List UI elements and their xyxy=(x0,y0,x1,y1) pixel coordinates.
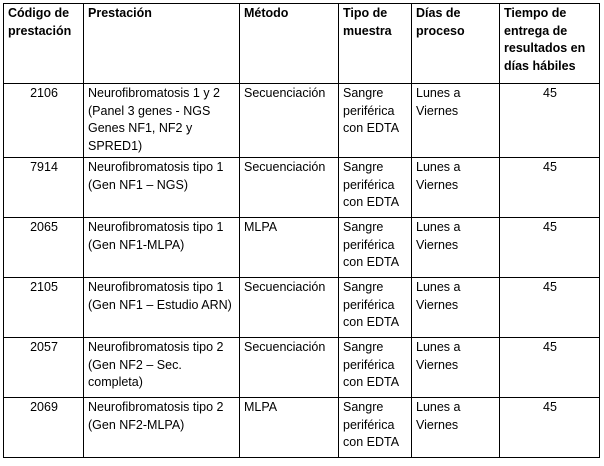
cell-codigo: 7914 xyxy=(4,158,84,218)
cell-dias-proceso: Lunes a Viernes xyxy=(412,398,500,458)
cell-tipo-muestra: Sangre periférica con EDTA xyxy=(339,278,412,338)
cell-metodo: Secuenciación xyxy=(240,158,339,218)
cell-metodo: MLPA xyxy=(240,218,339,278)
prestaciones-table xyxy=(3,3,600,458)
cell-prestacion: Neurofibromatosis tipo 1 (Gen NF1 – Estudio ARN) xyxy=(84,278,240,338)
cell-tiempo-entrega: 45 xyxy=(500,398,600,458)
table-body xyxy=(4,84,600,458)
header-tiempo-entrega: Tiempo de entrega de resultados en días hábiles xyxy=(500,4,600,84)
cell-codigo: 2065 xyxy=(4,218,84,278)
cell-tiempo-entrega: 45 xyxy=(500,338,600,398)
cell-dias-proceso: Lunes a Viernes xyxy=(412,218,500,278)
cell-tipo-muestra: Sangre periférica con EDTA xyxy=(339,398,412,458)
cell-prestacion: Neurofibromatosis 1 y 2 (Panel 3 genes - NGS Genes NF1, NF2 y SPRED1) xyxy=(84,84,240,158)
table-row xyxy=(4,84,600,158)
table-row xyxy=(4,278,600,338)
cell-prestacion: Neurofibromatosis tipo 1 (Gen NF1 – NGS) xyxy=(84,158,240,218)
header-prestacion: Prestación xyxy=(84,4,240,84)
cell-codigo: 2069 xyxy=(4,398,84,458)
cell-metodo: Secuenciación xyxy=(240,278,339,338)
cell-codigo: 2106 xyxy=(4,84,84,158)
header-tipo-muestra: Tipo de muestra xyxy=(339,4,412,84)
document-page xyxy=(3,3,600,458)
table-row xyxy=(4,158,600,218)
header-metodo: Método xyxy=(240,4,339,84)
cell-prestacion: Neurofibromatosis tipo 2 (Gen NF2-MLPA) xyxy=(84,398,240,458)
cell-tipo-muestra: Sangre periférica con EDTA xyxy=(339,158,412,218)
cell-codigo: 2057 xyxy=(4,338,84,398)
cell-tiempo-entrega: 45 xyxy=(500,218,600,278)
cell-metodo: Secuenciación xyxy=(240,338,339,398)
cell-codigo: 2105 xyxy=(4,278,84,338)
cell-tipo-muestra: Sangre periférica con EDTA xyxy=(339,338,412,398)
cell-tiempo-entrega: 45 xyxy=(500,84,600,158)
table-row xyxy=(4,398,600,458)
cell-prestacion: Neurofibromatosis tipo 1 (Gen NF1-MLPA) xyxy=(84,218,240,278)
cell-metodo: MLPA xyxy=(240,398,339,458)
cell-tiempo-entrega: 45 xyxy=(500,278,600,338)
cell-metodo: Secuenciación xyxy=(240,84,339,158)
cell-tipo-muestra: Sangre periférica con EDTA xyxy=(339,84,412,158)
header-dias-proceso: Días de proceso xyxy=(412,4,500,84)
table-row xyxy=(4,338,600,398)
cell-prestacion: Neurofibromatosis tipo 2 (Gen NF2 – Sec. completa) xyxy=(84,338,240,398)
cell-dias-proceso: Lunes a Viernes xyxy=(412,158,500,218)
table-header xyxy=(4,4,600,84)
header-row xyxy=(4,4,600,84)
cell-tiempo-entrega: 45 xyxy=(500,158,600,218)
cell-dias-proceso: Lunes a Viernes xyxy=(412,278,500,338)
header-codigo: Código de prestación xyxy=(4,4,84,84)
cell-dias-proceso: Lunes a Viernes xyxy=(412,338,500,398)
cell-dias-proceso: Lunes a Viernes xyxy=(412,84,500,158)
cell-tipo-muestra: Sangre periférica con EDTA xyxy=(339,218,412,278)
table-row xyxy=(4,218,600,278)
